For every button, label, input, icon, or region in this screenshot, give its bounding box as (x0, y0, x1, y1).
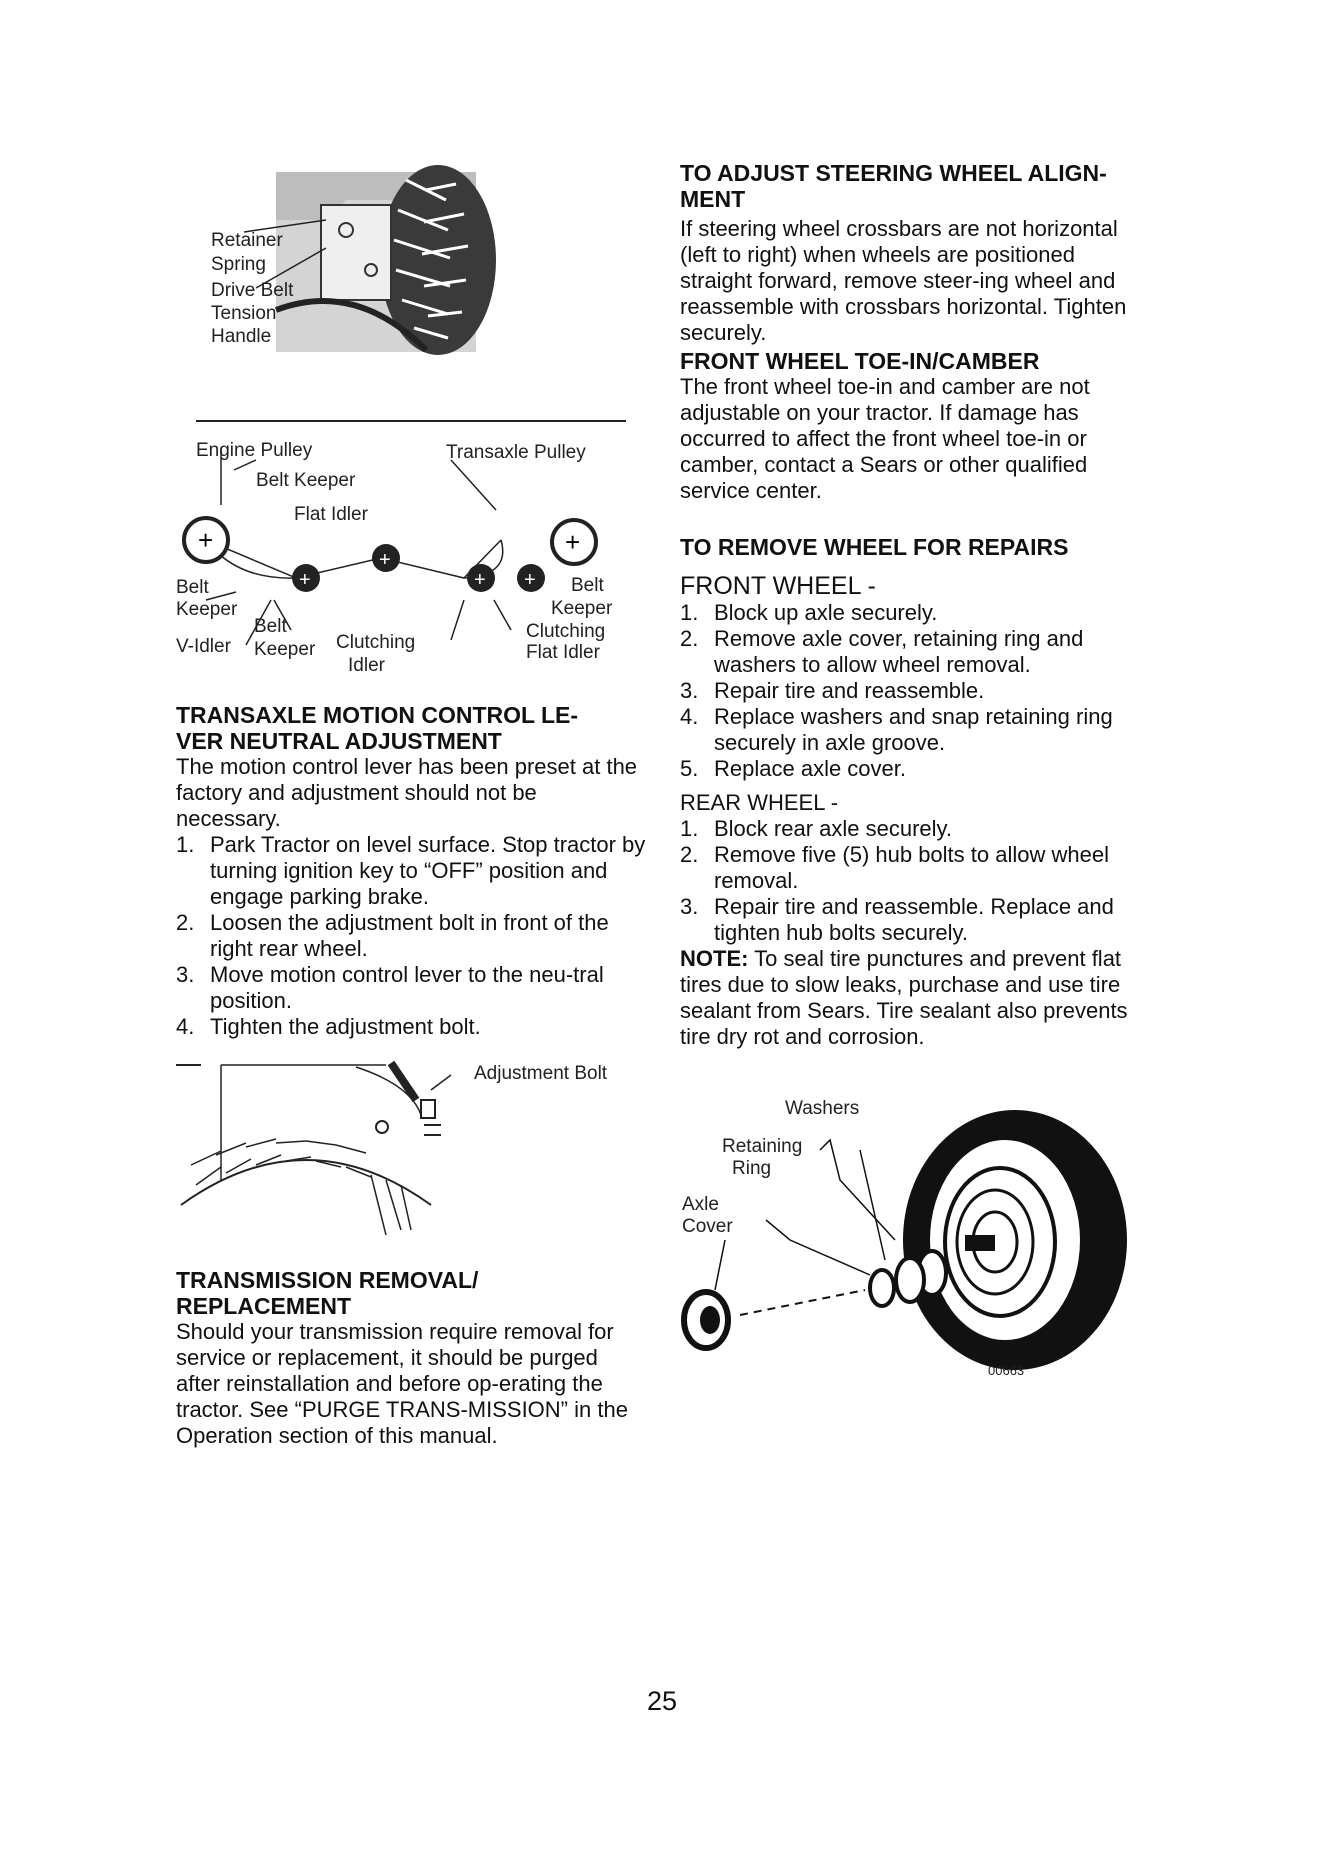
label-belt-keeper-bottom-2: Keeper (254, 639, 316, 660)
label-cover: Cover (682, 1216, 733, 1237)
label-belt-keeper-left-2: Keeper (176, 599, 238, 620)
divider (196, 420, 626, 422)
toe-body: The front wheel toe-in and camber are not adjustable on your tractor. If damage has occurred to affect the front wheel toe-in or camber, contact a Sears or other qualified service center. (680, 374, 1090, 503)
steering-heading-2: MENT (680, 186, 746, 212)
figure-adjustment-bolt (176, 1055, 646, 1255)
note-paragraph (680, 946, 1150, 1050)
list-item: 3. Repair tire and reassemble. (680, 678, 985, 703)
list-item: 2. Loosen the adjustment bolt in front of the right rear wheel. (176, 910, 609, 961)
label-clutching-flat-idler-1: Clutching (526, 621, 606, 642)
transmission-heading-1: TRANSMISSION REMOVAL/ (176, 1267, 479, 1293)
retaining-ring-icon (870, 1270, 894, 1306)
transaxle-steps (176, 832, 646, 1040)
svg-text:+: + (299, 569, 311, 591)
note-label: NOTE: (680, 946, 749, 971)
label-flat-idler: Flat Idler (294, 504, 368, 525)
label-washers: Washers (785, 1098, 860, 1119)
label-ring: Ring (732, 1158, 772, 1179)
label-belt-keeper-top: Belt Keeper (256, 470, 356, 491)
list-item: 3. Move motion control lever to the neu-tral position. (176, 962, 604, 1013)
label-transaxle-pulley: Transaxle Pulley (446, 442, 586, 463)
transaxle-heading-1: TRANSAXLE MOTION CONTROL LE- (176, 702, 579, 728)
label-retaining: Retaining (722, 1136, 803, 1157)
transaxle-heading-2: VER NEUTRAL ADJUSTMENT (176, 728, 502, 754)
figure-front-wheel-parts (670, 1090, 1140, 1380)
label-tension: Tension (211, 303, 277, 324)
list-item: 4. Replace washers and snap retaining ring securely in axle groove. (680, 704, 1113, 755)
label-engine-pulley: Engine Pulley (196, 440, 313, 461)
list-item: 2. Remove five (5) hub bolts to allow wheel removal. (680, 842, 1109, 893)
figure-belt-routing (176, 430, 656, 690)
list-item: 3. Repair tire and reassemble. Replace and tighten hub bolts securely. (680, 894, 1114, 945)
list-item: 1. Block up axle securely. (680, 600, 938, 625)
front-wheel-illustration (670, 1090, 1140, 1380)
toe-heading: FRONT WHEEL TOE-IN/CAMBER (680, 348, 1040, 374)
transmission-body: Should your transmission require removal for service or replacement, it should be purged after reinstallation and before op-erating the tractor. See “PURGE TRANS-MISSION” in the Operation section of this manual. (176, 1319, 628, 1448)
label-belt-keeper-bottom-1: Belt (254, 616, 287, 637)
label-clutching-flat-idler-2: Flat Idler (526, 642, 600, 663)
list-item: 1. Park Tractor on level surface. Stop tractor by turning ignition key to “OFF” position and engage parking brake. (176, 832, 646, 909)
label-axle: Axle (682, 1194, 719, 1215)
svg-text:+: + (379, 549, 391, 571)
page-number: 25 (646, 1686, 678, 1716)
list-item: 1. Block rear axle securely. (680, 816, 953, 841)
note-text: To seal tire punctures and prevent flat tires due to slow leaks, purchase and use tire sealant from Sears. Tire sealant also prevents tire dry rot and corrosion. (680, 946, 1128, 1049)
svg-text:+: + (474, 569, 486, 591)
label-clutching-idler-2: Idler (348, 655, 385, 676)
rear-wheel-steps (680, 816, 1150, 946)
steering-section (680, 160, 1150, 504)
transaxle-section (176, 702, 646, 1040)
remove-wheel-section (680, 534, 1150, 1050)
figure-drive-belt-tension (176, 160, 646, 410)
rear-tire-illustration (176, 1055, 646, 1255)
figure-code: 00663 (988, 1363, 1025, 1378)
front-wheel-title: FRONT WHEEL - (680, 572, 876, 600)
remove-heading: TO REMOVE WHEEL FOR REPAIRS (680, 534, 1069, 560)
list-item: 5. Replace axle cover. (680, 756, 906, 781)
transmission-section (176, 1267, 646, 1449)
svg-text:+: + (565, 527, 581, 557)
front-wheel-steps (680, 600, 1150, 782)
label-belt-keeper-right-2: Keeper (551, 598, 613, 619)
transmission-heading-2: REPLACEMENT (176, 1293, 352, 1319)
transaxle-intro: The motion control lever has been preset at the factory and adjustment should not be necessary. (176, 754, 638, 831)
label-retainer: Retainer (211, 230, 283, 251)
rear-wheel-title: REAR WHEEL - (680, 790, 839, 815)
label-adjustment-bolt: Adjustment Bolt (474, 1063, 608, 1084)
label-belt-keeper-right-1: Belt (571, 575, 604, 596)
svg-text:+: + (524, 569, 536, 591)
washer-icon (896, 1258, 924, 1302)
steering-heading-1: TO ADJUST STEERING WHEEL ALIGN- (680, 160, 1107, 186)
label-drive-belt: Drive Belt (211, 280, 294, 301)
label-spring: Spring (211, 254, 266, 275)
steering-body: If steering wheel crossbars are not horizontal (left to right) when wheels are positioned straight forward, remove steer-ing wheel and reassemble with crossbars horizontal. Tighten securely. (680, 216, 1127, 345)
label-handle: Handle (211, 326, 272, 347)
label-clutching-idler-1: Clutching (336, 632, 416, 653)
label-v-idler: V-Idler (176, 636, 231, 657)
list-item: 2. Remove axle cover, retaining ring and washers to allow wheel removal. (680, 626, 1084, 677)
list-item: 4. Tighten the adjustment bolt. (176, 1014, 481, 1039)
label-belt-keeper-left-1: Belt (176, 577, 209, 598)
svg-text:+: + (198, 525, 214, 555)
